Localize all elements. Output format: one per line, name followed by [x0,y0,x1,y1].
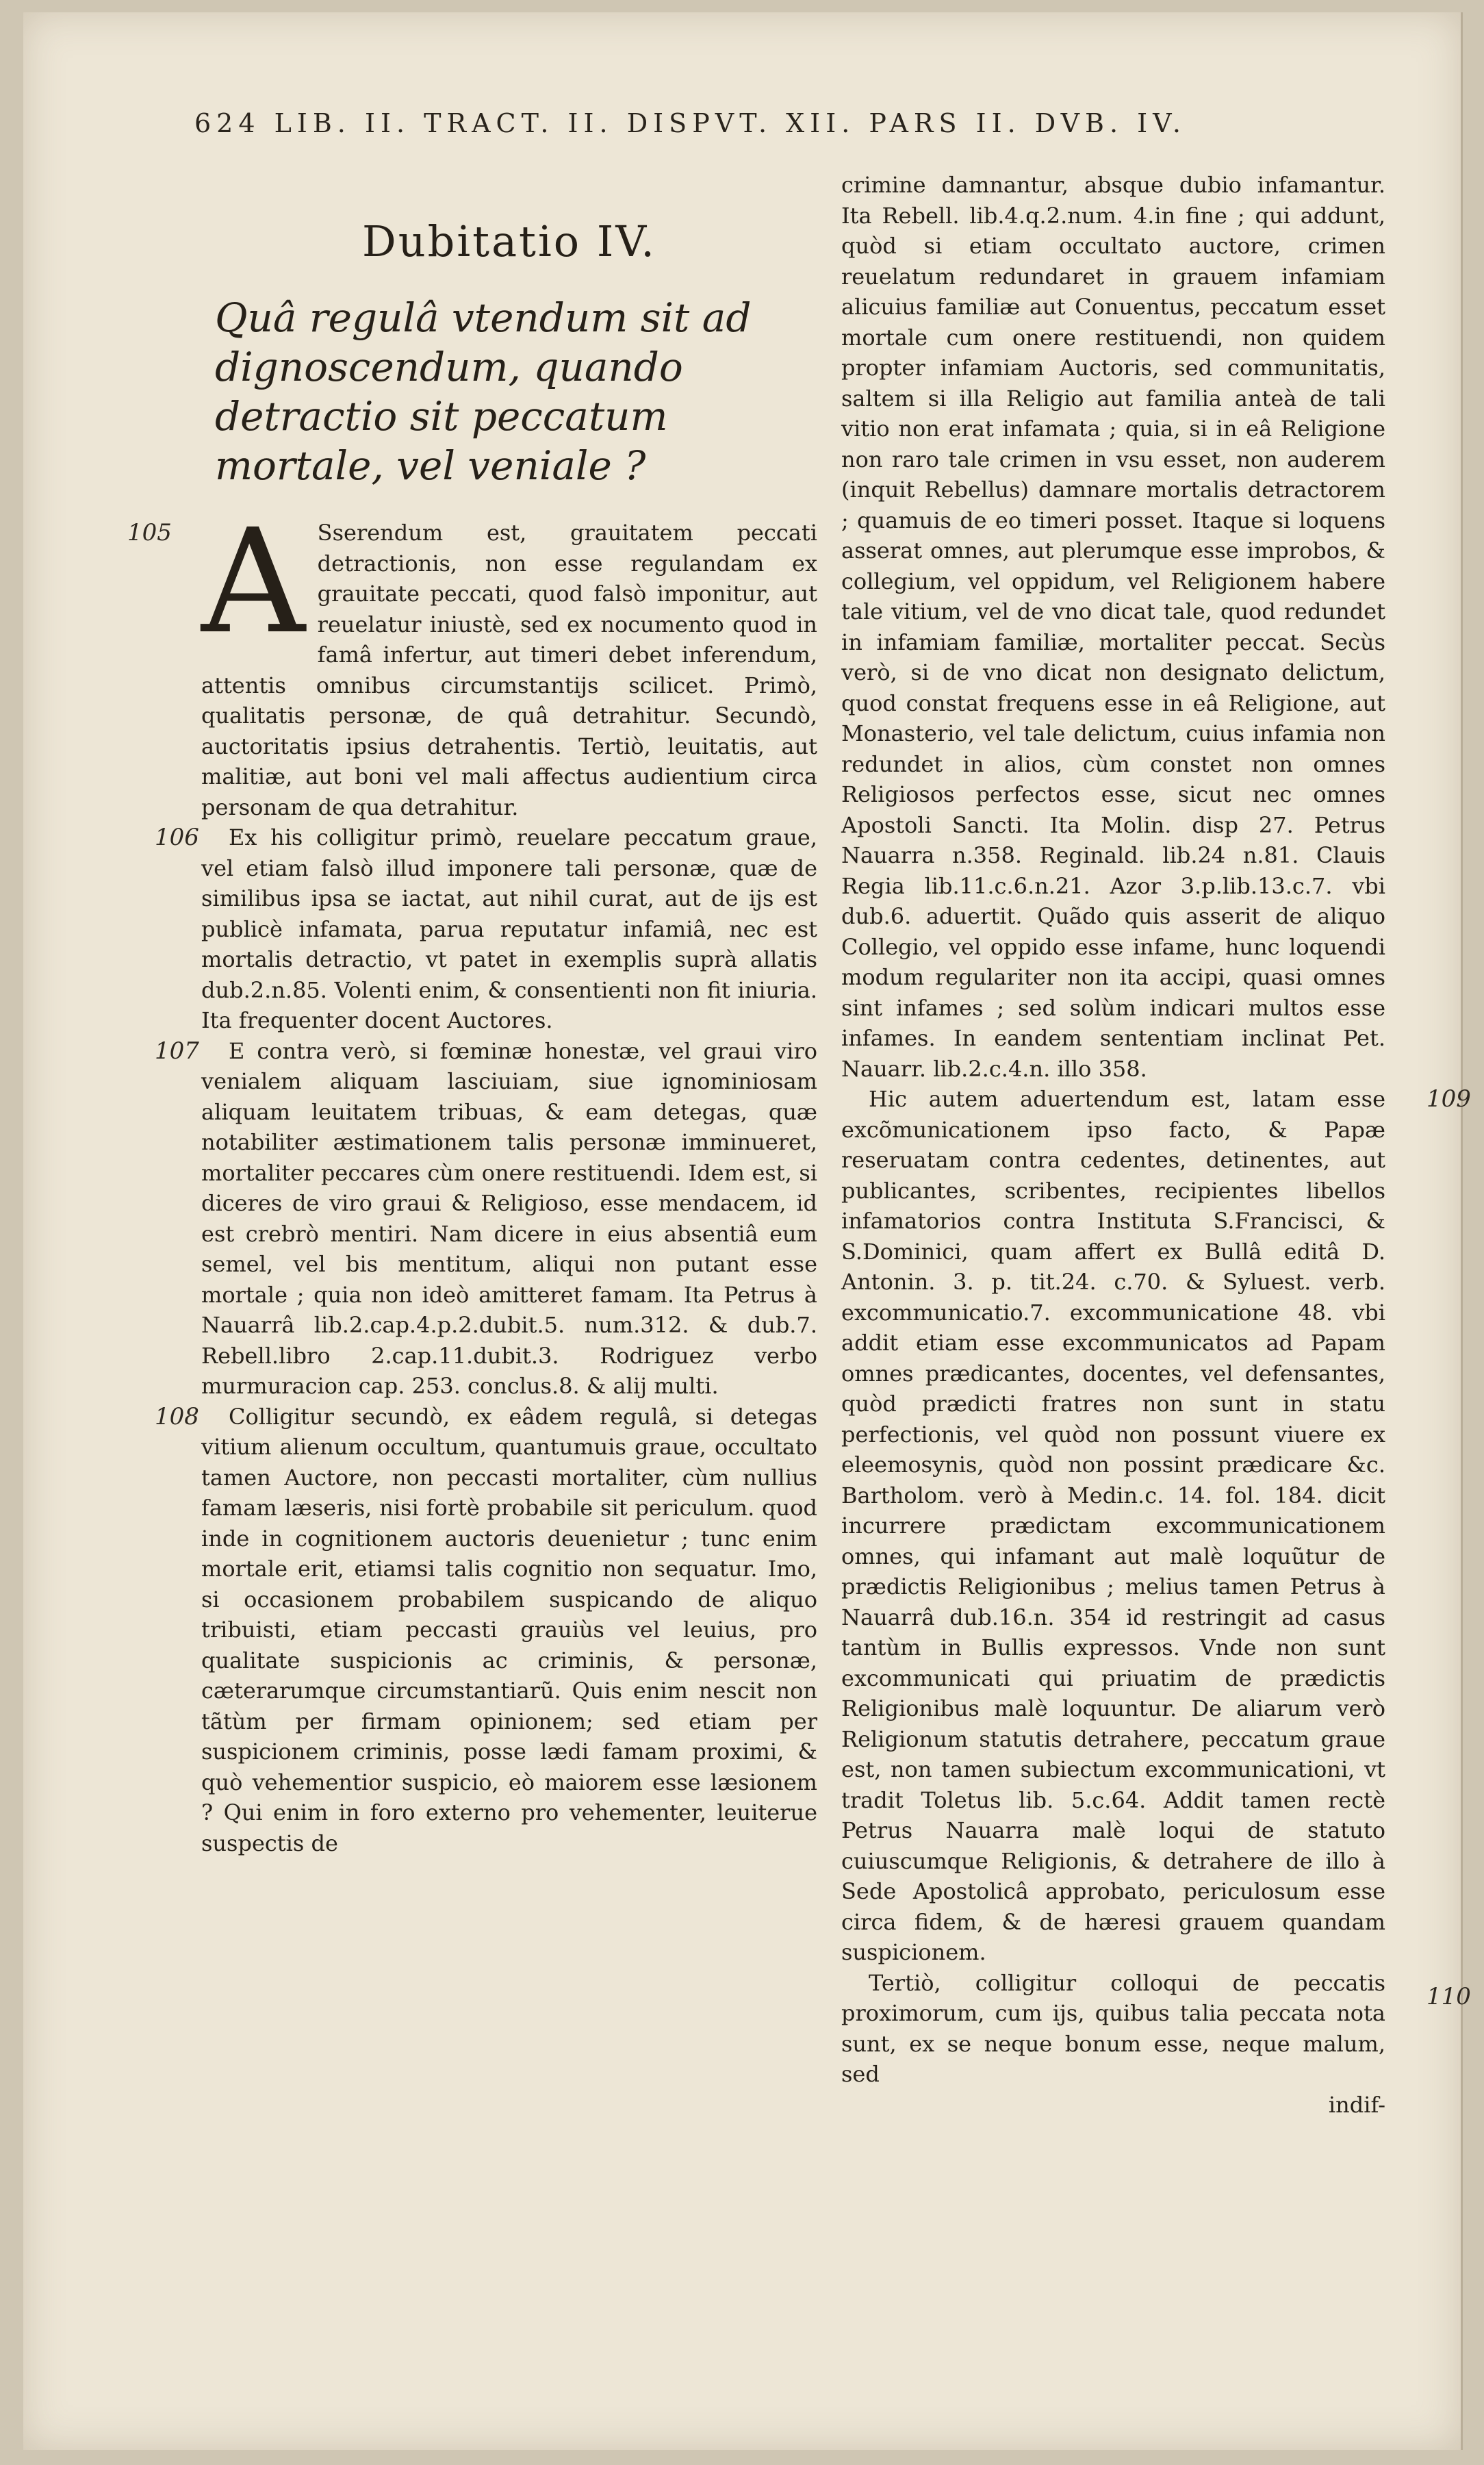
margin-number-109: 109 [1427,1085,1471,1113]
paragraph-110-text: Tertiò, colligitur colloqui de peccatis proximorum, cum ijs, quibus talia peccata nota sunt, ex se neque bonum esse, neque malum, sed [841,1969,1385,2087]
paragraph-105 [127,498,817,822]
paragraph-109-text: Hic autem aduertendum est, latam esse excõmunicationem ipso facto, & Papæ reseruatam contra cedentes, detinentes, aut publicantes, scribentes, recipientes libellos infamatorios contra Instituta S.Francisci, & S.Dominici, quam affert ex Bullâ editâ D. Antonin. 3. p. tit.24. c.70. & Syluest. verb. excommunicatio.7. excommunicatione 48. vbi addit etiam esse excommunicatos ad Papam omnes prædicantes, docentes, vel defensantes, quòd prædicti fratres non sunt in statu perfectionis, vel quòd non possunt viuere ex eleemosynis, quòd non possint prædicare &c. Bartholom. verò à Medin.c. 14. fol. 184. dicit incurrere prædictam excommunicationem omnes, qui infamant aut malè loquũtur de prædictis Religionibus ; melius tamen Petrus à Nauarrâ dub.16.n. 354 id restringit ad casus tantùm in Bullis expressos. Vnde non sunt excommunicati qui priuatim de prædictis Religionibus malè loquuntur. De aliarum verò Religionum statutis detrahere, peccatum graue est, non tamen subiectum excommunicationi, vt tradit Toletus lib. 5.c.64. Addit tamen rectè Petrus Nauarra malè loqui de statuto cuiuscumque Religionis, & detrahere de illo à Sede Apostolicâ approbato, periculosum esse circa fidem, & de hæresi grauem quandam suspicionem. [841,1086,1385,1965]
paragraph-105-text: Sserendum est, grauitatem peccati detractionis, non esse regulandam ex grauitate peccati, quod falsò imponitur, aut reuelatur iniustè, sed ex nocumento quod in famâ infertur, aut timeri debet inferendum, attentis omnibus circumstantijs scilicet. Primò, qualitatis personæ, de quâ detrahitur. Secundò, auctoritatis ipsius detrahentis. Tertiò, leuitatis, aut malitiæ, aut boni vel mali affectus audientium circa personam de qua detrahitur. [201,520,817,820]
drop-cap-letter: A [201,498,305,666]
paragraph-107-text: E contra verò, si fœminæ honestæ, vel graui viro venialem aliquam lasciuiam, siue ignominiosam aliquam leuitatem tribuas, & eam detegas, quæ notabiliter æstimationem talis personæ imminueret, mortaliter peccares cùm onere restituendi. Idem est, si diceres de viro graui & Religioso, esse mendacem, id est crebrò mentiri. Nam dicere in eius absentiâ eum semel, vel bis mentitum, aliqui non putant esse mortale ; quia non ideò amitteret famam. Ita Petrus à Nauarrâ lib.2.cap.4.p.2.dubit.5. num.312. & dub.7. Rebell.libro 2.cap.11.dubit.3. Rodriguez verbo murmuracion cap. 253. conclus.8. & alij multi. [201,1037,817,1399]
margin-number-107: 107 [155,1037,199,1065]
margin-number-110: 110 [1427,1982,1471,2010]
section-question: Quâ regulâ vtendum sit ad dignoscendum, quando detractio sit peccatum mortale, vel veniale ? [215,294,752,489]
margin-number-105: 105 [127,519,172,546]
margin-number-106: 106 [155,824,199,851]
paragraph-108-text: Colligitur secundò, ex eâdem regulâ, si detegas vitium alienum occultum, quantumuis graue, occultato tamen Auctore, non peccasti mortaliter, cùm nullius famam læseris, nisi fortè probabile sit periculum. quod inde in cognitionem auctoris deuenietur ; tunc enim mortale erit, etiamsi talis cognitio non sequatur. Imo, si occasionem probabilem suspicando de aliquo tribuisti, etiam peccasti grauiùs vel leuius, pro qualitate suspicionis ac criminis, & personæ, cæterarumque circumstantiarũ. Quis enim nescit non tãtùm per firmam opinionem; sed etiam per suspicionem criminis, posse lædi famam proximi, & quò vehementior suspicio, eò maiorem esse læsionem ? Qui enim in foro externo pro vehementer, leuiterue suspectis de [201,1403,817,1856]
catchword: indif- [1328,2091,1385,2118]
paragraph-110 [841,1968,1471,2090]
left-column [127,216,817,1858]
margin-number-108: 108 [155,1402,199,1430]
right-column [841,170,1471,2120]
paragraph-107 [155,1036,817,1402]
running-header: 624 LIB. II. TRACT. II. DISPVT. XII. PARS II. DVB. IV. [194,108,1187,138]
book-page [23,12,1471,2450]
paragraph-108 [155,1402,817,1859]
paragraph-106 [155,822,817,1036]
paragraph-109 [841,1084,1471,1968]
section-title: Dubitatio IV. [362,216,656,266]
continued-paragraph-text: crimine damnantur, absque dubio infamantur. Ita Rebell. lib.4.q.2.num. 4.in fine ; qui addunt, quòd si etiam occultato auctore, crimen reuelatum redundaret in grauem infamiam alicuius familiæ aut Conuentus, peccatum esset mortale cum onere restituendi, non quidem propter infamiam Auctoris, sed communitatis, saltem si illa Religio aut familia anteà de tali vitio non erat infamata ; quia, si in eâ Religione non raro tale crimen in vsu esset, non auderem (inquit Rebellus) damnare mortalis detractorem ; quamuis de eo timeri posset. Itaque si loquens asserat omnes, aut plerumque esse improbos, & collegium, vel oppidum, vel Religionem habere tale vitium, vel de vno dicat tale, quod redundet in infamiam familiæ, mortaliter peccat. Secùs verò, si de vno dicat non designato delictum, quod constat frequens esse in eâ Religione, aut Monasterio, vel tale delictum, cuius infamia non redundet in alios, cùm constet non omnes Religiosos perfectos esse, sicut nec omnes Apostoli Sancti. Ita Molin. disp 27. Petrus Nauarra n.358. Reginald. lib.24 n.81. Clauis Regia lib.11.c.6.n.21. Azor 3.p.lib.13.c.7. vbi dub.6. aduertit. Quãdo quis asserit de aliquo Collegio, vel oppido esse infame, hunc loquendi modum regulariter non ita accipi, quasi omnes sint infames ; sed solùm indicari multos esse infames. In eandem sententiam inclinat Pet. Nauarr. lib.2.c.4.n. illo 358. [841,172,1385,1082]
paragraph-106-text: Ex his colligitur primò, reuelare peccatum graue, vel etiam falsò illud imponere tali personæ, quæ de similibus ipsa se iactat, aut nihil curat, aut de ijs est publicè infamata, parua reputatur infamiâ, nec est mortalis detractio, vt patet in exemplis suprà allatis dub.2.n.85. Volenti enim, & consentienti non fit iniuria. Ita frequenter docent Auctores. [201,824,817,1033]
